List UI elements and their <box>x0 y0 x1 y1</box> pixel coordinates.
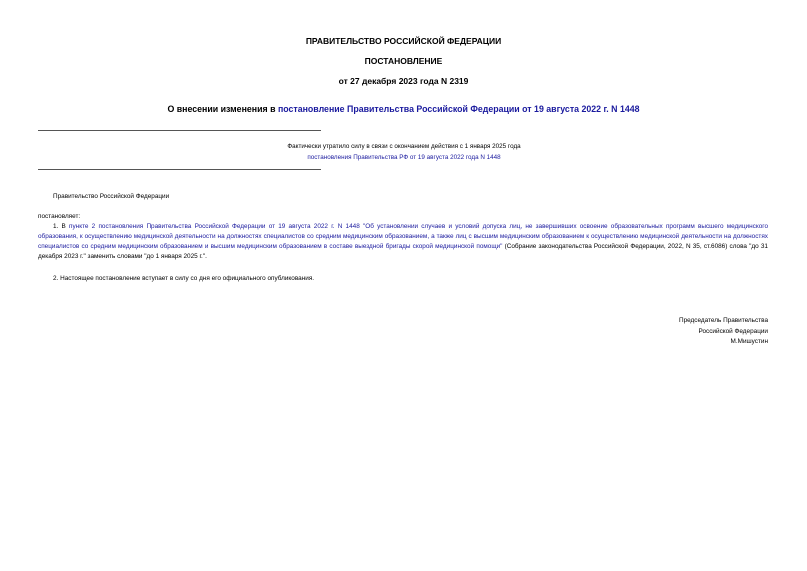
status-note <box>38 141 770 163</box>
item-1-suffix: (Собрание законодательства Российской Федерации, 2022, N 35, ст.6086) слова "до 31 декабря 2023 г." заменить словами "до 1 января 2025 г.". <box>38 243 768 260</box>
title-prefix: О внесении изменения в <box>167 104 278 114</box>
title-link[interactable]: постановление Правительства Российской Федерации от 19 августа 2022 г. N 1448 <box>277 104 640 114</box>
signature-name: М.Мишустин <box>730 338 768 345</box>
signature-title: Председатель Правительства <box>679 317 768 324</box>
government-header: ПРАВИТЕЛЬСТВО РОССИЙСКОЙ ФЕДЕРАЦИИ <box>305 36 502 46</box>
document-title <box>0 104 807 114</box>
note-top-rule <box>38 130 321 131</box>
signature-organization: Российской Федерации <box>698 327 768 335</box>
document-type: ПОСТАНОВЛЕНИЕ <box>364 56 443 66</box>
document-date-number: от 27 декабря 2023 года N 2319 <box>338 76 469 86</box>
item-1-paragraph <box>38 222 768 262</box>
status-note-text: Фактически утратило силу в связи с окончанием действия с 1 января 2025 года <box>287 143 521 150</box>
item-1-link[interactable]: пункте 2 постановления Правительства Российской Федерации от 19 августа 2022 г. N 1448 "Об установлении случаев и условий допуска лиц, не завершивших освоение образовательных программ высшего медицинского образования, к осуществлению медицинской деятельности на должностях специалистов со средним медицинским образованием, а также лиц с высшим медицинским образованием к осуществлению медицинской деятельности на должностях специалистов со средним медицинским образованием и высшим медицинским образованием в составе выездной бригады скорой медицинской помощи" <box>38 223 768 250</box>
body-decrees: постановляет: <box>38 213 81 220</box>
note-bottom-rule <box>38 169 321 170</box>
signature-block <box>679 316 768 348</box>
item-2-paragraph: 2. Настоящее постановление вступает в силу со дня его официального опубликования. <box>53 275 315 282</box>
status-note-link[interactable]: постановления Правительства РФ от 19 августа 2022 года N 1448 <box>307 154 501 161</box>
item-1-prefix: 1. В <box>53 223 70 230</box>
body-government: Правительство Российской Федерации <box>53 193 170 200</box>
